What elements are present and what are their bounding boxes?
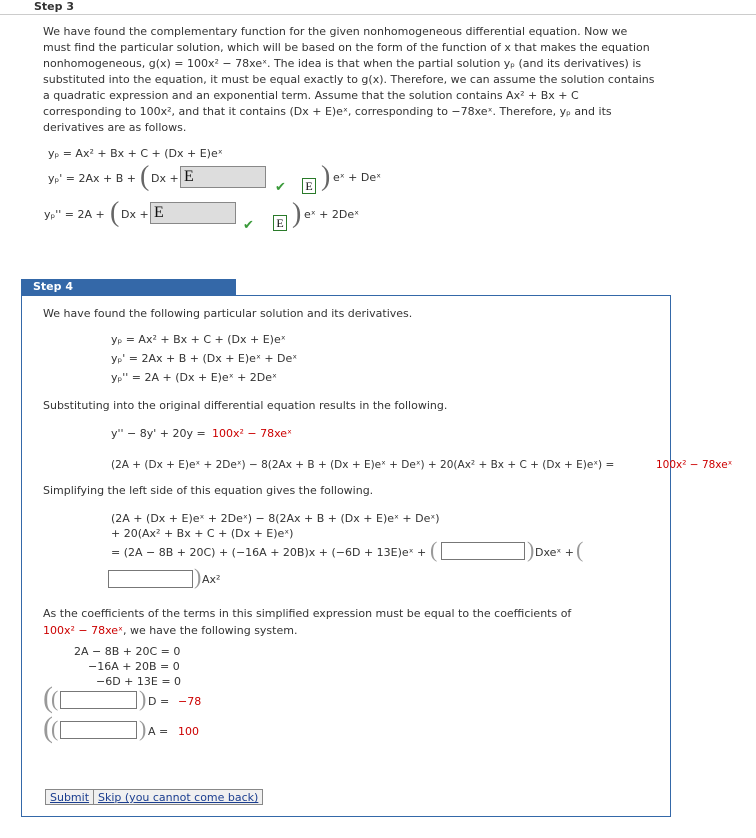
- coeff-rhs: 100x² − 78xeˣ: [43, 624, 123, 637]
- left-paren: (: [51, 686, 59, 711]
- answer-e-box[interactable]: E: [273, 215, 287, 231]
- deriv-line: yₚ'' = 2A + (Dx + E)eˣ + 2Deˣ: [111, 371, 277, 384]
- system-eq: −16A + 20B = 0: [88, 660, 180, 673]
- left-paren: (: [576, 537, 584, 562]
- simp-line1: (2A + (Dx + E)eˣ + 2Deˣ) − 8(2Ax + B + (Dx + E)eˣ + Deˣ): [111, 512, 440, 525]
- eq-yp1-prefix: yₚ' = 2Ax + B +: [48, 172, 136, 185]
- divider: [0, 14, 756, 15]
- d-coefficient-input[interactable]: [60, 691, 137, 709]
- eq-yp: yₚ = Ax² + Bx + C + (Dx + E)eˣ: [48, 147, 223, 160]
- check-icon: ✔: [275, 180, 286, 195]
- paragraph-line: We have found the complementary function for the given nonhomogeneous differential equation. Now we: [43, 25, 628, 38]
- eq-yp2-prefix: yₚ'' = 2A +: [44, 208, 105, 221]
- ax2-coefficient-input[interactable]: [108, 570, 193, 588]
- simp-dxe: Dxeˣ +: [535, 546, 575, 559]
- eq-yp1-suffix: eˣ + Deˣ: [333, 171, 381, 184]
- right-paren: ): [194, 564, 202, 589]
- skip-button[interactable]: Skip (you cannot come back): [93, 789, 263, 805]
- simp-line3: = (2A − 8B + 20C) + (−16A + 20B)x + (−6D + 13E)eˣ +: [111, 546, 427, 559]
- ode-lhs: y'' − 8y' + 20y =: [111, 427, 206, 440]
- eq-a-value: 100: [178, 725, 199, 738]
- step4-title: Step 4: [21, 279, 236, 295]
- eq-d-value: −78: [178, 695, 202, 708]
- paragraph-line: must find the particular solution, which will be based on the form of the function of x that makes the equation: [43, 41, 650, 54]
- left-paren: (: [43, 681, 53, 714]
- system-eq: 2A − 8B + 20C = 0: [74, 645, 181, 658]
- step3-title: Step 3: [34, 0, 74, 13]
- subst-rhs: 100x² − 78xeˣ: [656, 459, 733, 471]
- right-paren: ): [139, 686, 147, 711]
- left-paren: (: [110, 197, 120, 228]
- step4-intro: We have found the following particular solution and its derivatives.: [43, 307, 413, 320]
- left-paren: (: [140, 161, 150, 192]
- paragraph-line: a quadratic expression and an exponential term. Assume that the solution contains Ax² + Bx + C: [43, 89, 579, 102]
- right-paren: ): [139, 716, 147, 741]
- coeff-text-line2: [43, 624, 297, 637]
- right-paren: ): [292, 198, 302, 229]
- right-paren: ): [321, 161, 331, 192]
- answer-e-field[interactable]: E: [180, 166, 266, 188]
- coeff-rest: , we have the following system.: [122, 624, 298, 637]
- eq-yp2-inner: Dx +: [121, 208, 149, 221]
- right-paren: ): [527, 537, 535, 562]
- left-paren: (: [43, 711, 53, 744]
- coeff-text-line1: As the coefficients of the terms in this simplified expression must be equal to the coefficients of: [43, 607, 572, 620]
- paragraph-line: nonhomogeneous, g(x) = 100x² − 78xeˣ. The idea is that when the partial solution yₚ (and its derivatives) is: [43, 57, 642, 70]
- deriv-line: yₚ' = 2Ax + B + (Dx + E)eˣ + Deˣ: [111, 352, 298, 365]
- eq-a-label: A =: [148, 725, 169, 738]
- eq-yp2-suffix: eˣ + 2Deˣ: [304, 208, 359, 221]
- left-paren: (: [51, 716, 59, 741]
- answer-e-box[interactable]: E: [302, 178, 316, 194]
- ode-rhs: 100x² − 78xeˣ: [212, 427, 292, 440]
- paragraph-line: derivatives are as follows.: [43, 121, 187, 134]
- simp-ax2: Ax²: [202, 573, 221, 586]
- dxe-coefficient-input[interactable]: [441, 542, 525, 560]
- paragraph-line: corresponding to 100x², and that it contains (Dx + E)eˣ, corresponding to −78xeˣ. Therefore, yₚ and its: [43, 105, 612, 118]
- eq-d-label: D =: [148, 695, 170, 708]
- eq-yp1-inner: Dx +: [151, 172, 179, 185]
- left-paren: (: [430, 537, 438, 562]
- check-icon: ✔: [243, 218, 254, 233]
- paragraph-line: substituted into the equation, it must be equal exactly to g(x). Therefore, we can assume the solution contains: [43, 73, 655, 86]
- simp-line2: + 20(Ax² + Bx + C + (Dx + E)eˣ): [111, 527, 294, 540]
- submit-button[interactable]: Submit: [45, 789, 94, 805]
- substituting-text: Substituting into the original differential equation results in the following.: [43, 399, 448, 412]
- subst-lhs: (2A + (Dx + E)eˣ + 2Deˣ) − 8(2Ax + B + (Dx + E)eˣ + Deˣ) + 20(Ax² + Bx + C + (Dx + E)eˣ) =: [111, 459, 615, 471]
- answer-e-field[interactable]: E: [150, 202, 236, 224]
- simplifying-text: Simplifying the left side of this equation gives the following.: [43, 484, 374, 497]
- system-eq: −6D + 13E = 0: [96, 675, 182, 688]
- deriv-line: yₚ = Ax² + Bx + C + (Dx + E)eˣ: [111, 333, 286, 346]
- a-coefficient-input[interactable]: [60, 721, 137, 739]
